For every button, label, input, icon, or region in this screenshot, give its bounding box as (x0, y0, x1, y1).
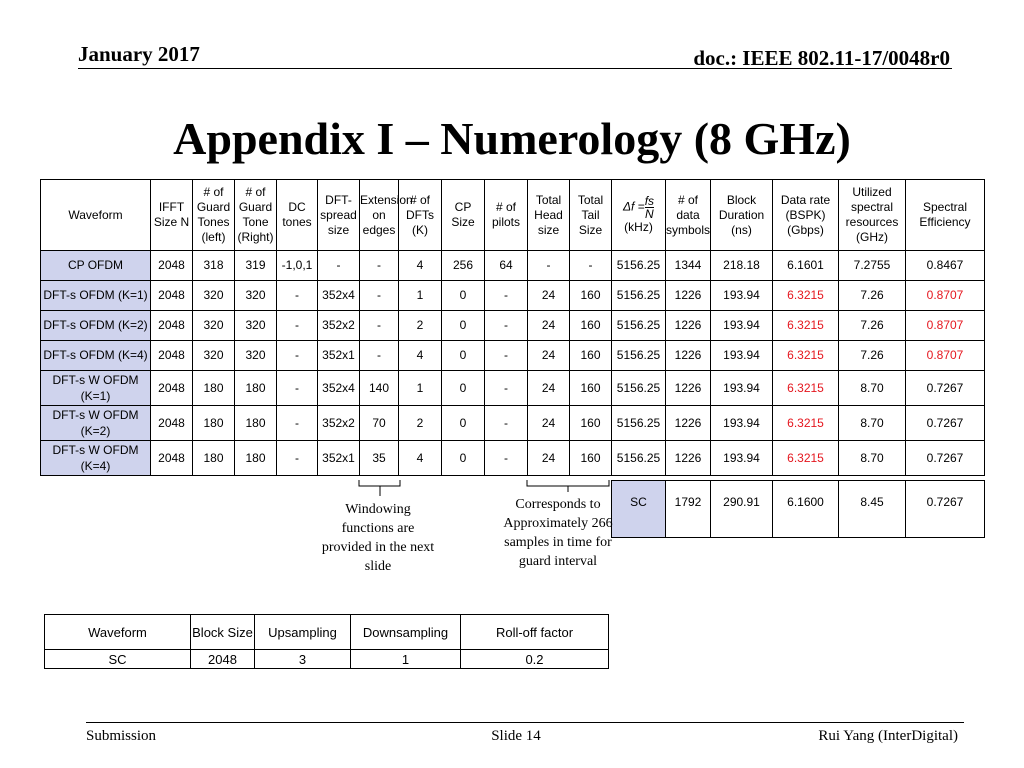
table-cell: 320 (193, 311, 235, 341)
col-dc-tones-header: DC tones (277, 180, 318, 251)
table-cell: 4 (399, 441, 442, 476)
col-data-rate-header: Data rate (BSPK) (Gbps) (773, 180, 839, 251)
table-cell: -1,0,1 (277, 251, 318, 281)
table-cell: 2048 (151, 441, 193, 476)
table-cell: 8.70 (839, 441, 906, 476)
col-extension-header: Extension on edges (360, 180, 399, 251)
guard-interval-note: Corresponds to Approximately 266 samples in time for guard interval (503, 497, 613, 569)
table-cell: 2048 (151, 281, 193, 311)
table-cell: 0.7267 (906, 371, 985, 406)
table-cell: - (528, 251, 570, 281)
table-cell: 180 (193, 371, 235, 406)
waveform-cell: DFT-s OFDM (K=2) (41, 311, 151, 341)
table-cell: 320 (235, 281, 277, 311)
table-cell: 24 (528, 311, 570, 341)
table-cell: 7.26 (839, 311, 906, 341)
col-spectral-efficiency-header: Spectral Efficiency (906, 180, 985, 251)
table-cell: 8.45 (839, 481, 906, 538)
table-cell: 4 (399, 341, 442, 371)
table-cell: 193.94 (711, 406, 773, 441)
col-head-size-header: Total Head size (528, 180, 570, 251)
table-cell: - (277, 371, 318, 406)
table-cell: 160 (570, 341, 612, 371)
table-cell: 180 (235, 371, 277, 406)
waveform-cell: CP OFDM (41, 251, 151, 281)
col-waveform-header: Waveform (41, 180, 151, 251)
col-block-duration-header: Block Duration (ns) (711, 180, 773, 251)
windowing-bracket (359, 480, 400, 496)
table-cell: 352x4 (318, 281, 360, 311)
table-cell: 7.26 (839, 281, 906, 311)
waveform-cell: DFT-s OFDM (K=4) (41, 341, 151, 371)
table-cell: 352x1 (318, 441, 360, 476)
col-dft-spread-header: DFT-spread size (318, 180, 360, 251)
table-cell: - (485, 441, 528, 476)
guard-bracket (527, 480, 609, 492)
table-cell: 6.3215 (773, 441, 839, 476)
footer-author: Rui Yang (InterDigital) (818, 728, 958, 744)
table-cell: 0.8707 (906, 341, 985, 371)
windowing-note: Windowing functions are provided in the next slide (321, 502, 435, 574)
waveform-cell: DFT-s W OFDM (K=4) (41, 441, 151, 476)
table-cell: 160 (570, 281, 612, 311)
table-cell: - (485, 341, 528, 371)
table-cell: 160 (570, 406, 612, 441)
table-cell: 5156.25 (612, 441, 666, 476)
table-cell: - (485, 406, 528, 441)
table-cell: 1 (399, 281, 442, 311)
table-cell: 1344 (666, 251, 711, 281)
table-cell: 320 (193, 281, 235, 311)
table-cell: 8.70 (839, 371, 906, 406)
table-header-cell: Roll-off factor (461, 615, 609, 650)
table-cell: 35 (360, 441, 399, 476)
table-cell: 180 (235, 406, 277, 441)
sc-parameters-table (44, 614, 609, 669)
table-cell: 2048 (151, 311, 193, 341)
table-cell: 320 (193, 341, 235, 371)
table-cell: 5156.25 (612, 281, 666, 311)
table-cell: 160 (570, 441, 612, 476)
table-cell: 1226 (666, 441, 711, 476)
table-cell: 2 (399, 311, 442, 341)
table-cell: 0.2 (461, 650, 609, 669)
table-cell: 218.18 (711, 251, 773, 281)
table-cell: 24 (528, 341, 570, 371)
table-cell: 0.7267 (906, 406, 985, 441)
table-cell: 0.7267 (906, 441, 985, 476)
table-cell: 1 (399, 371, 442, 406)
table-cell: 256 (442, 251, 485, 281)
table-cell: 5156.25 (612, 341, 666, 371)
table-cell: 2048 (151, 341, 193, 371)
table-cell: 160 (570, 311, 612, 341)
table-cell: 1 (351, 650, 461, 669)
table-cell: 2048 (191, 650, 255, 669)
table-cell: 2 (399, 406, 442, 441)
table-header-row (45, 615, 609, 650)
table-cell: - (277, 441, 318, 476)
table-cell: 8.70 (839, 406, 906, 441)
table-cell: - (277, 341, 318, 371)
table-cell: 180 (193, 441, 235, 476)
table-cell: 0.7267 (906, 481, 985, 538)
table-cell: 7.26 (839, 341, 906, 371)
waveform-cell: DFT-s W OFDM (K=1) (41, 371, 151, 406)
table-cell: 0.8467 (906, 251, 985, 281)
table-header-cell: Downsampling (351, 615, 461, 650)
table-cell: 2048 (151, 371, 193, 406)
header-doc-id: doc.: IEEE 802.11-17/0048r0 (693, 46, 950, 70)
table-cell: 5156.25 (612, 371, 666, 406)
table-cell: 0 (442, 341, 485, 371)
table-cell: 5156.25 (612, 406, 666, 441)
table-cell: 0 (442, 281, 485, 311)
table-cell: 1226 (666, 281, 711, 311)
col-ifft-size-header: IFFT Size N (151, 180, 193, 251)
table-cell: 24 (528, 406, 570, 441)
table-cell: 193.94 (711, 371, 773, 406)
table-cell: 24 (528, 371, 570, 406)
table-cell: - (277, 281, 318, 311)
waveform-cell: DFT-s OFDM (K=1) (41, 281, 151, 311)
table-cell: 193.94 (711, 281, 773, 311)
table-cell: 0 (442, 311, 485, 341)
table-cell: 352x1 (318, 341, 360, 371)
table-cell: - (318, 251, 360, 281)
table-cell: 24 (528, 281, 570, 311)
table-cell: 5156.25 (612, 311, 666, 341)
table-cell: - (360, 341, 399, 371)
table-cell: 6.3215 (773, 341, 839, 371)
table-cell: 140 (360, 371, 399, 406)
table-cell: 64 (485, 251, 528, 281)
table-row (45, 650, 609, 669)
table-cell: 0 (442, 441, 485, 476)
table-cell: 5156.25 (612, 251, 666, 281)
table-cell: 70 (360, 406, 399, 441)
table-cell: 1226 (666, 311, 711, 341)
table-cell: - (360, 251, 399, 281)
table-cell: 6.3215 (773, 406, 839, 441)
footer-slide-number: Slide 14 (491, 728, 541, 744)
col-num-dfts-header: # of DFTs (K) (399, 180, 442, 251)
header-date: January 2017 (78, 42, 200, 66)
table-cell: 320 (235, 311, 277, 341)
footer-submission: Submission (86, 728, 157, 744)
table-cell: 352x2 (318, 406, 360, 441)
slide-title: Appendix I – Numerology (8 GHz) (173, 113, 851, 164)
table-cell: 2048 (151, 251, 193, 281)
table-cell: 6.3215 (773, 371, 839, 406)
table-cell: 1792 (666, 481, 711, 538)
col-cp-size-header: CP Size (442, 180, 485, 251)
table-cell: 319 (235, 251, 277, 281)
table-header-cell: Block Size (191, 615, 255, 650)
table-cell: 6.3215 (773, 281, 839, 311)
table-cell: - (485, 311, 528, 341)
table-cell: 24 (528, 441, 570, 476)
col-data-symbols-header: # of data symbols (666, 180, 711, 251)
table-cell: 1226 (666, 371, 711, 406)
table-cell: 180 (193, 406, 235, 441)
table-cell: 7.2755 (839, 251, 906, 281)
table-cell: 352x4 (318, 371, 360, 406)
table-cell: 2048 (151, 406, 193, 441)
table-cell: SC (45, 650, 191, 669)
table-cell: 0 (442, 371, 485, 406)
table-cell: 193.94 (711, 341, 773, 371)
table-cell: - (360, 281, 399, 311)
table-cell: 0.8707 (906, 311, 985, 341)
table-cell: - (277, 311, 318, 341)
table-cell: - (277, 406, 318, 441)
table-cell: 160 (570, 371, 612, 406)
table-cell: - (485, 281, 528, 311)
table-cell: 320 (235, 341, 277, 371)
table-header-cell: Upsampling (255, 615, 351, 650)
table-cell: 180 (235, 441, 277, 476)
table-cell: 1226 (666, 341, 711, 371)
table-cell: 4 (399, 251, 442, 281)
col-delta-f-header: Δf = $\frac{fs}{N}$ (kHz) (612, 180, 666, 251)
col-pilots-header: # of pilots (485, 180, 528, 251)
col-tail-size-header: Total Tail Size (570, 180, 612, 251)
col-guard-left-header: # of Guard Tones (left) (193, 180, 235, 251)
table-cell: 6.1600 (773, 481, 839, 538)
table-cell: 193.94 (711, 441, 773, 476)
table-cell: 352x2 (318, 311, 360, 341)
table-header-cell: Waveform (45, 615, 191, 650)
table-cell: 1226 (666, 406, 711, 441)
footer-divider (86, 722, 964, 723)
table-cell: 3 (255, 650, 351, 669)
col-spectral-resources-header: Utilized spectral resources (GHz) (839, 180, 906, 251)
table-cell: - (360, 311, 399, 341)
table-cell: 6.1601 (773, 251, 839, 281)
table-cell: 6.3215 (773, 311, 839, 341)
waveform-cell: DFT-s W OFDM (K=2) (41, 406, 151, 441)
waveform-cell: SC (612, 481, 666, 538)
table-cell: - (570, 251, 612, 281)
table-cell: 318 (193, 251, 235, 281)
table-cell: 193.94 (711, 311, 773, 341)
table-cell: 290.91 (711, 481, 773, 538)
col-guard-right-header: # of Guard Tone (Right) (235, 180, 277, 251)
table-cell: 0.8707 (906, 281, 985, 311)
table-cell: 0 (442, 406, 485, 441)
table-cell: - (485, 371, 528, 406)
